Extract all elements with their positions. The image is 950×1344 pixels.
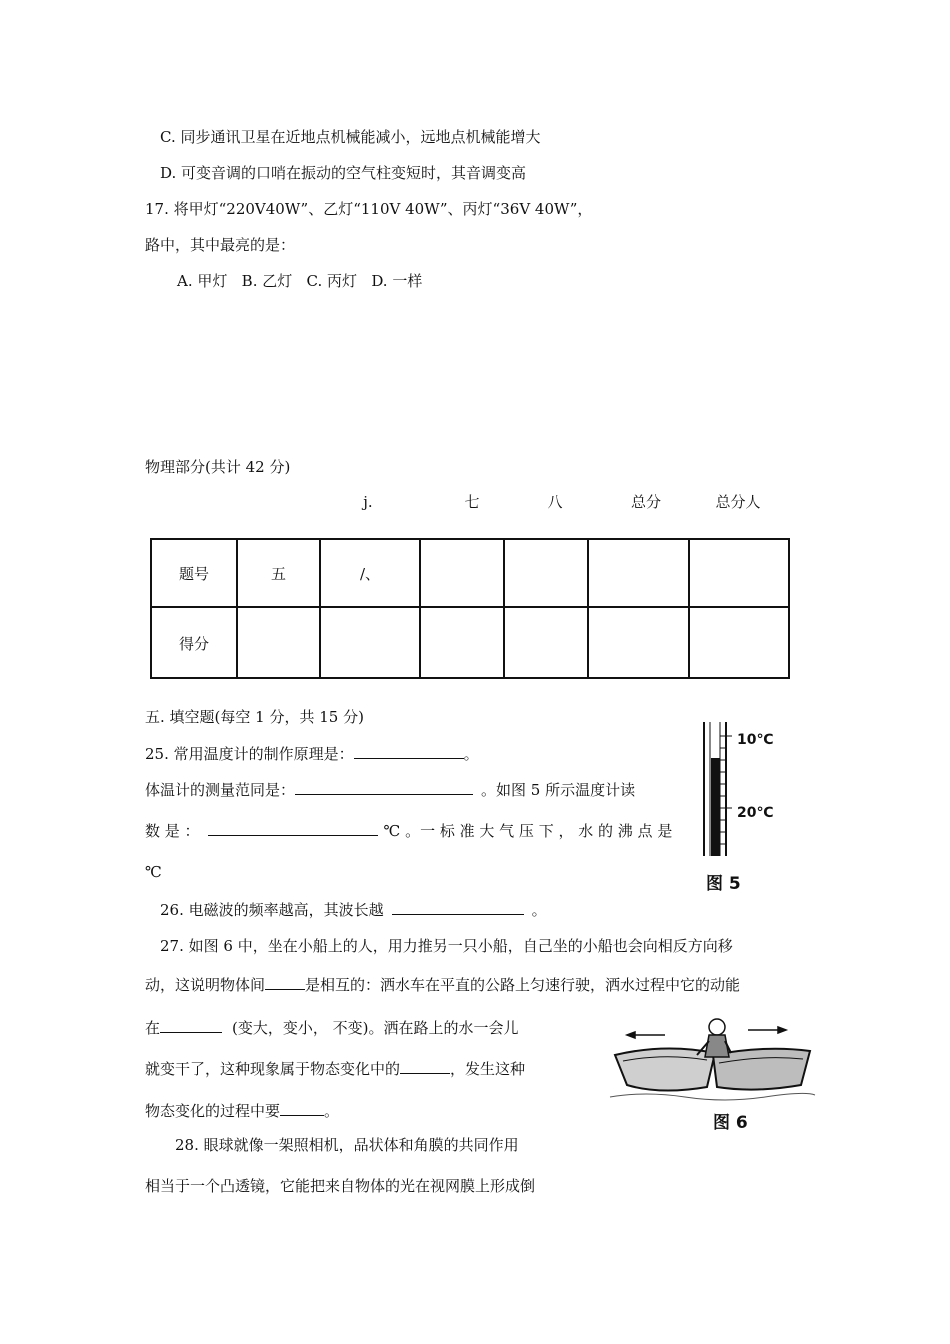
- q25-line3: [145, 820, 672, 841]
- q17-options: A. 甲灯 B. 乙灯 C. 丙灯 D. 一样: [177, 272, 423, 290]
- q27-line4: [145, 1058, 525, 1079]
- q27-line2-text-b: 是相互的：洒水车在平直的公路上匀速行驶，洒水过程中它的动能: [305, 976, 741, 994]
- table-header-seven: 七: [464, 493, 480, 511]
- q27-line3-text-b: (变大，变小， 不变)。洒在路上的水一会儿: [232, 1019, 519, 1037]
- score-section-title: 物理部分(共计 42 分): [145, 458, 291, 476]
- q25-line4: ℃: [145, 863, 162, 881]
- table-header-j: j.: [363, 493, 373, 511]
- table-col-3: [419, 538, 421, 679]
- q27-line2: [145, 974, 740, 995]
- table-col-6: [688, 538, 690, 679]
- q26: [160, 899, 547, 920]
- q17-stem-line2: 路中，其中最亮的是：: [145, 236, 296, 254]
- q27-line3-text-a: 在: [145, 1019, 161, 1037]
- thermometer-label-bottom: 20℃: [737, 805, 774, 821]
- table-header-total: 总分: [630, 493, 661, 511]
- section5-title: 五. 填空题(每空 1 分，共 15 分): [145, 708, 364, 726]
- table-col-4: [503, 538, 505, 679]
- q16-option-c: C. 同步通讯卫星在近地点机械能减小，远地点机械能增大: [160, 128, 541, 146]
- thermometer-label-top: 10℃: [737, 732, 774, 748]
- q27-blank-heat[interactable]: [280, 1100, 324, 1116]
- table-header-eight: 八: [547, 493, 563, 511]
- q17-stem-line1: 17. 将甲灯“220V40W”、乙灯“110V 40W”、丙灯“36V 40W”，: [145, 200, 593, 218]
- table-rule-top: [150, 538, 790, 540]
- q25-period: 。: [463, 745, 479, 763]
- q25-line2: [145, 779, 635, 800]
- q27-line4-text-b: ，发生这种: [450, 1060, 526, 1078]
- q25-blank-range[interactable]: [295, 779, 473, 795]
- q26-period: 。: [531, 901, 547, 919]
- q25-line2-text-b: 。如图 5 所示温度计读: [481, 781, 636, 799]
- q25-blank-reading[interactable]: [208, 820, 378, 836]
- q25-line3-text-a: 数 是 ：: [145, 822, 200, 840]
- q27-line5-text-a: 物态变化的过程中要: [145, 1102, 281, 1120]
- q28-line1: 28. 眼球就像一架照相机，品状体和角膜的共同作用: [175, 1136, 519, 1154]
- q26-text: 26. 电磁波的频率越高，其波长越: [160, 901, 384, 919]
- figure-6-caption: 图 6: [713, 1113, 748, 1133]
- q27-blank-energy[interactable]: [160, 1017, 222, 1033]
- figure-5-caption: 图 5: [706, 874, 741, 894]
- boats-drawing: [605, 1005, 820, 1105]
- table-col-2: [319, 538, 321, 679]
- q16-option-d: D. 可变音调的口哨在振动的空气柱变短时，其音调变高: [160, 164, 527, 182]
- table-col-0: [150, 538, 152, 679]
- table-rule-bottom: [150, 677, 790, 679]
- q27-line2-text-a: 动，这说明物体间: [145, 976, 266, 994]
- table-rule-middle: [150, 606, 790, 608]
- q25-text: 25. 常用温度计的制作原理是：: [145, 745, 354, 763]
- q26-blank[interactable]: [392, 899, 524, 915]
- table-col-7: [788, 538, 790, 679]
- table-row1-six: /、: [359, 565, 381, 583]
- q27-line5: [145, 1100, 339, 1121]
- q27-line4-text-a: 就变干了，这种现象属于物态变化中的: [145, 1060, 401, 1078]
- table-col-5: [587, 538, 589, 679]
- table-col-1: [236, 538, 238, 679]
- q27-blank-state-change[interactable]: [400, 1058, 450, 1074]
- q27-line5-text-b: 。: [324, 1102, 340, 1120]
- table-header-grader: 总分人: [715, 493, 761, 511]
- q25-blank-principle[interactable]: [354, 743, 464, 759]
- q28-line2: 相当于一个凸透镜，它能把来自物体的光在视网膜上形成倒: [145, 1177, 536, 1195]
- table-row1-five: 五: [270, 565, 286, 583]
- table-row1-label: 题号: [178, 565, 209, 583]
- figure-5-thermometer: [692, 718, 792, 893]
- q27-line3: [145, 1017, 519, 1038]
- q25-line1: [145, 743, 479, 764]
- q25-line3-text-b: ℃ 。一 标 准 大 气 压 下 ， 水 的 沸 点 是: [383, 822, 673, 840]
- q27-line1: 27. 如图 6 中，坐在小船上的人，用力推另一只小船，自己坐的小船也会向相反方向移: [160, 937, 733, 955]
- figure-6-boats: [605, 1005, 820, 1135]
- table-row2-label: 得分: [178, 635, 209, 653]
- q27-blank-force[interactable]: [265, 974, 305, 990]
- q25-line2-text-a: 体温计的测量范同是：: [145, 781, 296, 799]
